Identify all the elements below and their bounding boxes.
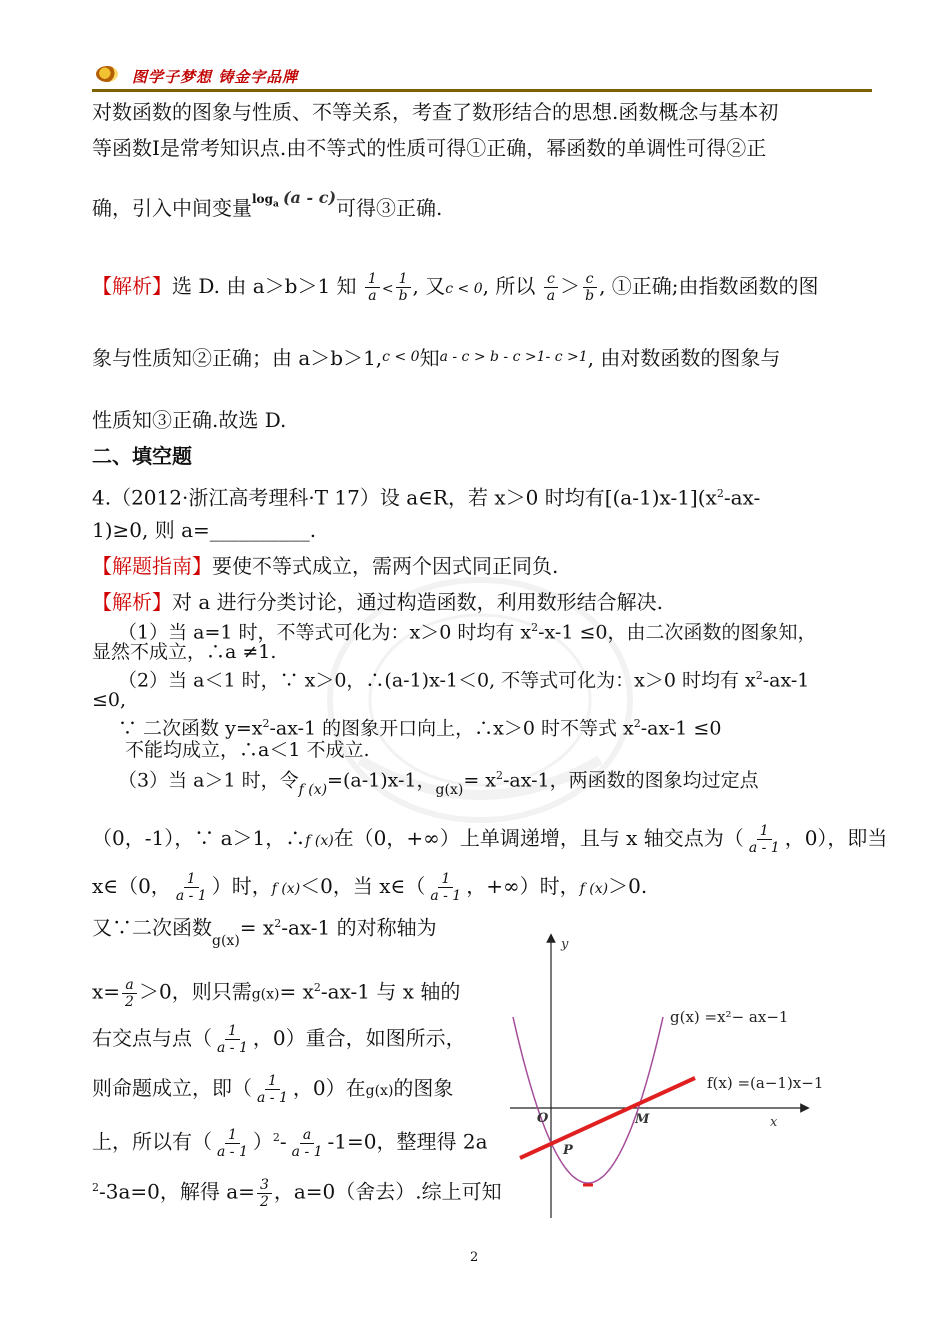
point-p-label: P — [563, 1143, 573, 1158]
text: 则命题成立，即（ — [92, 1076, 252, 1100]
inequality: a - c > b - c >1- c >1 — [439, 349, 588, 365]
numerator: 3 — [257, 1177, 272, 1194]
header-divider — [92, 89, 872, 92]
text: x∈（0， — [92, 874, 171, 898]
question-4-line-2: 1)≥0, 则 a=__________. — [92, 518, 317, 542]
text: , 又 — [412, 274, 446, 298]
text: 又∵二次函数 — [92, 915, 212, 940]
case3-line-8 — [92, 1116, 488, 1164]
text: 在（0，+∞）上单调递增，且与 x 轴交点为（ — [333, 826, 744, 850]
case3-line-6 — [92, 1016, 466, 1060]
superscript: 2 — [92, 1181, 99, 1194]
superscript: 2 — [262, 717, 270, 730]
point-m-label: M — [635, 1112, 650, 1127]
text: , 由对数函数的图象与 — [587, 346, 781, 370]
text: 可得③正确. — [336, 196, 443, 220]
text: x= — [92, 979, 121, 1004]
denominator: a - 1 — [291, 1143, 323, 1160]
solution2-intro — [92, 590, 663, 614]
parabola-g — [513, 1017, 663, 1183]
brand-logo-icon — [96, 66, 118, 82]
text: = x — [463, 769, 496, 792]
text: 要使不等式成立，需两个因式同正同负. — [212, 554, 559, 578]
text: -ax-1 的图象开口向上，∴x＞0 时不等式 x — [269, 717, 634, 740]
text: ＞0. — [608, 874, 648, 898]
text: - — [279, 1129, 287, 1154]
inequality: c < 0 — [382, 349, 420, 365]
fraction — [396, 271, 411, 304]
guide-line — [92, 554, 558, 578]
question-4-line-1 — [92, 482, 760, 510]
function-g: g(x) — [365, 1083, 394, 1099]
text: -ax-1，两函数的图象均过定点 — [503, 769, 759, 792]
x-axis-label: x — [770, 1115, 778, 1130]
y-axis-label: y — [561, 937, 569, 952]
case3-line-3 — [92, 866, 647, 909]
denominator: a - 1 — [257, 1090, 288, 1106]
denominator: a — [546, 288, 556, 304]
analysis-line-2: 等函数Ⅰ是常考知识点.由不等式的性质可得①正确，幂函数的单调性可得②正 — [92, 136, 767, 160]
fraction — [582, 271, 597, 304]
inequality: c < 0 — [445, 281, 483, 297]
text: ）时， — [211, 874, 272, 898]
text: ，+∞）时， — [466, 874, 580, 898]
text: ，0）重合，如图所示， — [252, 1026, 466, 1050]
superscript: 2 — [755, 669, 763, 682]
origin-label: O — [537, 1111, 549, 1126]
solution-tag: 【解析】 — [92, 590, 172, 614]
fraction — [122, 977, 137, 1010]
solution-line-2 — [92, 346, 780, 373]
case1-line-2: 显然不成立，∴a ≠1. — [92, 641, 277, 663]
superscript: 2 — [272, 1131, 280, 1144]
denominator: a — [368, 288, 377, 304]
fraction — [746, 823, 783, 856]
case3-line-1 — [118, 764, 759, 799]
text: 上，所以有（ — [92, 1129, 212, 1154]
case2-line-3 — [118, 712, 721, 740]
fraction — [544, 271, 558, 304]
function-f: f (x) — [579, 881, 609, 897]
log-argument: (a - c) — [282, 188, 337, 207]
numerator: 1 — [265, 1073, 280, 1090]
case3-line-9 — [92, 1166, 502, 1214]
text: 选 D. 由 a＞b＞1 知 — [172, 274, 357, 298]
text: -ax-1 与 x 轴的 — [320, 979, 461, 1004]
numerator: 1 — [438, 871, 453, 888]
text: ，a=0（舍去）.综上可知 — [273, 1179, 502, 1204]
text: -ax-1 — [762, 669, 810, 692]
function-g: g(x) — [251, 986, 280, 1003]
log-base: a — [272, 199, 279, 210]
f-label: f(x) =(a−1)x−1 — [707, 1074, 824, 1092]
solution-tag: 【解析】 — [92, 274, 172, 298]
superscript: 2 — [716, 487, 724, 500]
case3-line-5 — [92, 966, 460, 1017]
text: = x — [239, 915, 275, 940]
denominator: 2 — [125, 993, 134, 1010]
text: 对 a 进行分类讨论，通过构造函数，利用数形结合解决. — [172, 590, 663, 614]
analysis-line-1: 对数函数的图象与性质、不等关系，考查了数形结合的思想.函数概念与基本初 — [92, 100, 779, 124]
text: （3）当 a＞1 时，令 — [118, 769, 299, 792]
numerator: 1 — [225, 1127, 240, 1144]
numerator: 1 — [757, 823, 772, 840]
numerator: 1 — [365, 271, 380, 288]
log-text: log — [252, 192, 273, 206]
text: 确，引入中间变量 — [92, 196, 252, 220]
denominator: b — [585, 288, 595, 304]
denominator: a - 1 — [748, 840, 780, 856]
text: ，0），即当 — [784, 826, 888, 850]
text: ∵ 二次函数 y=x — [118, 717, 263, 740]
text: 右交点与点（ — [92, 1026, 212, 1050]
superscript: 2 — [496, 769, 503, 782]
case2-line-1 — [118, 664, 809, 692]
denominator: a - 1 — [217, 1040, 248, 1056]
guide-tag: 【解题指南】 — [92, 554, 212, 578]
section-title: 二、填空题 — [92, 444, 192, 468]
text: （1）当 a=1 时，不等式可化为：x＞0 时均有 x — [118, 621, 532, 644]
text: =(a-1)x-1， — [327, 769, 436, 792]
numerator: c — [544, 271, 558, 288]
function-graph — [505, 930, 865, 1230]
g-label: g(x) =x²− ax−1 — [670, 1008, 789, 1026]
log-formula — [252, 188, 337, 210]
text: 知 — [419, 346, 440, 370]
numerator: a — [300, 1127, 314, 1144]
solution-line-3: 性质知③正确.故选 D. — [92, 408, 287, 432]
function-g: g(x) — [435, 782, 464, 799]
less-than: < — [381, 281, 394, 297]
text: （0，-1），∵ a＞1，∴ — [92, 826, 306, 850]
superscript: 2 — [313, 981, 321, 994]
case3-line-7 — [92, 1066, 453, 1113]
text: 4.（2012·浙江高考理科·T 17）设 a∈R，若 x＞0 时均有[(a-1)x-1](x — [92, 485, 717, 510]
numerator: 1 — [396, 271, 411, 288]
greater-than: ＞ — [560, 274, 581, 298]
text: -x-1 ≤0，由二次函数的图象知， — [538, 621, 817, 644]
header-slogan: 图学子梦想 铸金字品牌 — [132, 68, 299, 86]
text: 的图象 — [393, 1076, 454, 1100]
case2-line-2: ≤0, — [92, 689, 127, 711]
solution-line-1 — [92, 264, 819, 311]
denominator: a - 1 — [217, 1143, 248, 1160]
case3-line-2 — [92, 818, 887, 861]
text: , 所以 — [482, 274, 536, 298]
text: -ax-1 ≤0 — [640, 717, 722, 740]
fraction — [254, 1073, 291, 1106]
denominator: a - 1 — [175, 888, 207, 904]
analysis-line-3 — [92, 188, 443, 228]
numerator: 1 — [184, 871, 199, 888]
text: -ax-1 的对称轴为 — [281, 915, 437, 940]
superscript: 2 — [274, 917, 282, 930]
superscript: 2 — [531, 621, 539, 634]
text: 象与性质知②正确；由 a＞b＞1, — [92, 346, 383, 370]
text: -ax- — [723, 485, 761, 510]
text: , ①正确;由指数函数的图 — [599, 274, 819, 298]
text: ） — [252, 1129, 273, 1154]
fraction — [427, 871, 464, 904]
numerator: a — [122, 977, 136, 994]
page-number: 2 — [470, 1250, 479, 1265]
text: ，0）在 — [292, 1076, 366, 1100]
function-f: f (x) — [271, 881, 301, 897]
denominator: a - 1 — [430, 888, 462, 904]
fraction — [257, 1177, 272, 1210]
text: ＜0，当 x∈（ — [300, 874, 426, 898]
fraction — [214, 1127, 251, 1160]
case2-line-4: 不能均成立，∴a＜1 不成立. — [125, 739, 370, 761]
text: -3a=0，解得 a= — [99, 1179, 255, 1204]
function-f: f (x) — [298, 782, 328, 799]
function-g: g(x) — [212, 932, 240, 949]
superscript: 2 — [633, 717, 641, 730]
fraction — [365, 271, 380, 304]
denominator: 2 — [259, 1193, 269, 1210]
numerator: c — [583, 271, 597, 288]
page-header — [92, 62, 872, 90]
fraction — [289, 1127, 326, 1160]
numerator: 1 — [225, 1023, 240, 1040]
case3-line-4 — [92, 912, 437, 949]
text: = x — [279, 979, 314, 1004]
text: ＞0，则只需 — [138, 979, 252, 1004]
fraction — [173, 871, 210, 904]
text: -1=0，整理得 2a — [327, 1129, 488, 1154]
denominator: b — [398, 288, 408, 304]
function-f: f (x) — [305, 833, 334, 849]
fraction — [214, 1023, 251, 1056]
text: （2）当 a＜1 时，∵ x＞0，∴(a-1)x-1＜0, 不等式可化为：x＞0 时均有 x — [118, 669, 756, 692]
